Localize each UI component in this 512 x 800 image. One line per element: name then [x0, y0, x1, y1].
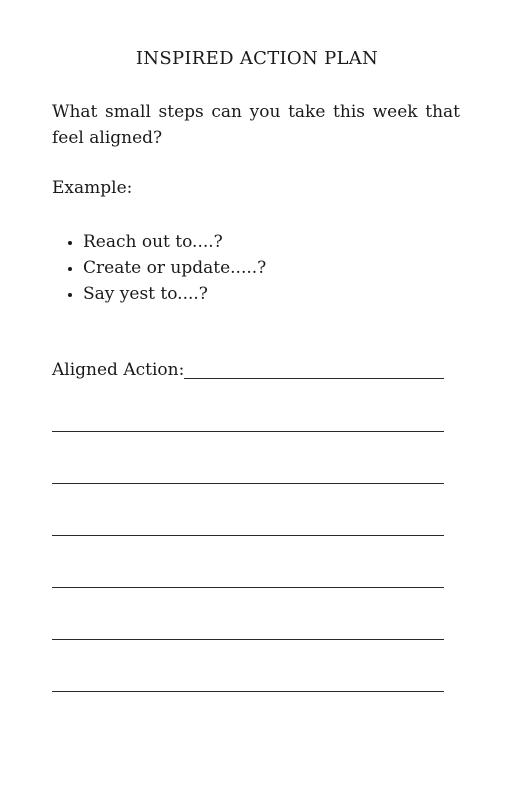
page-title: INSPIRED ACTION PLAN — [135, 48, 379, 69]
writing-line[interactable] — [52, 431, 444, 432]
aligned-action-row — [52, 359, 444, 383]
writing-line[interactable] — [52, 483, 444, 484]
writing-line[interactable] — [52, 639, 444, 640]
example-list — [52, 229, 266, 307]
aligned-action-blank[interactable] — [184, 378, 444, 379]
list-item: Create or update.....? — [52, 255, 266, 281]
worksheet-page — [52, 0, 462, 800]
example-label: Example: — [52, 178, 133, 198]
writing-line[interactable] — [52, 691, 444, 692]
list-item: Say yest to....? — [52, 281, 266, 307]
writing-line[interactable] — [52, 587, 444, 588]
aligned-action-label: Aligned Action: — [52, 360, 185, 380]
list-item: Reach out to....? — [52, 229, 266, 255]
prompt-question: What small steps can you take this week that feel aligned? — [52, 102, 460, 148]
writing-line[interactable] — [52, 535, 444, 536]
